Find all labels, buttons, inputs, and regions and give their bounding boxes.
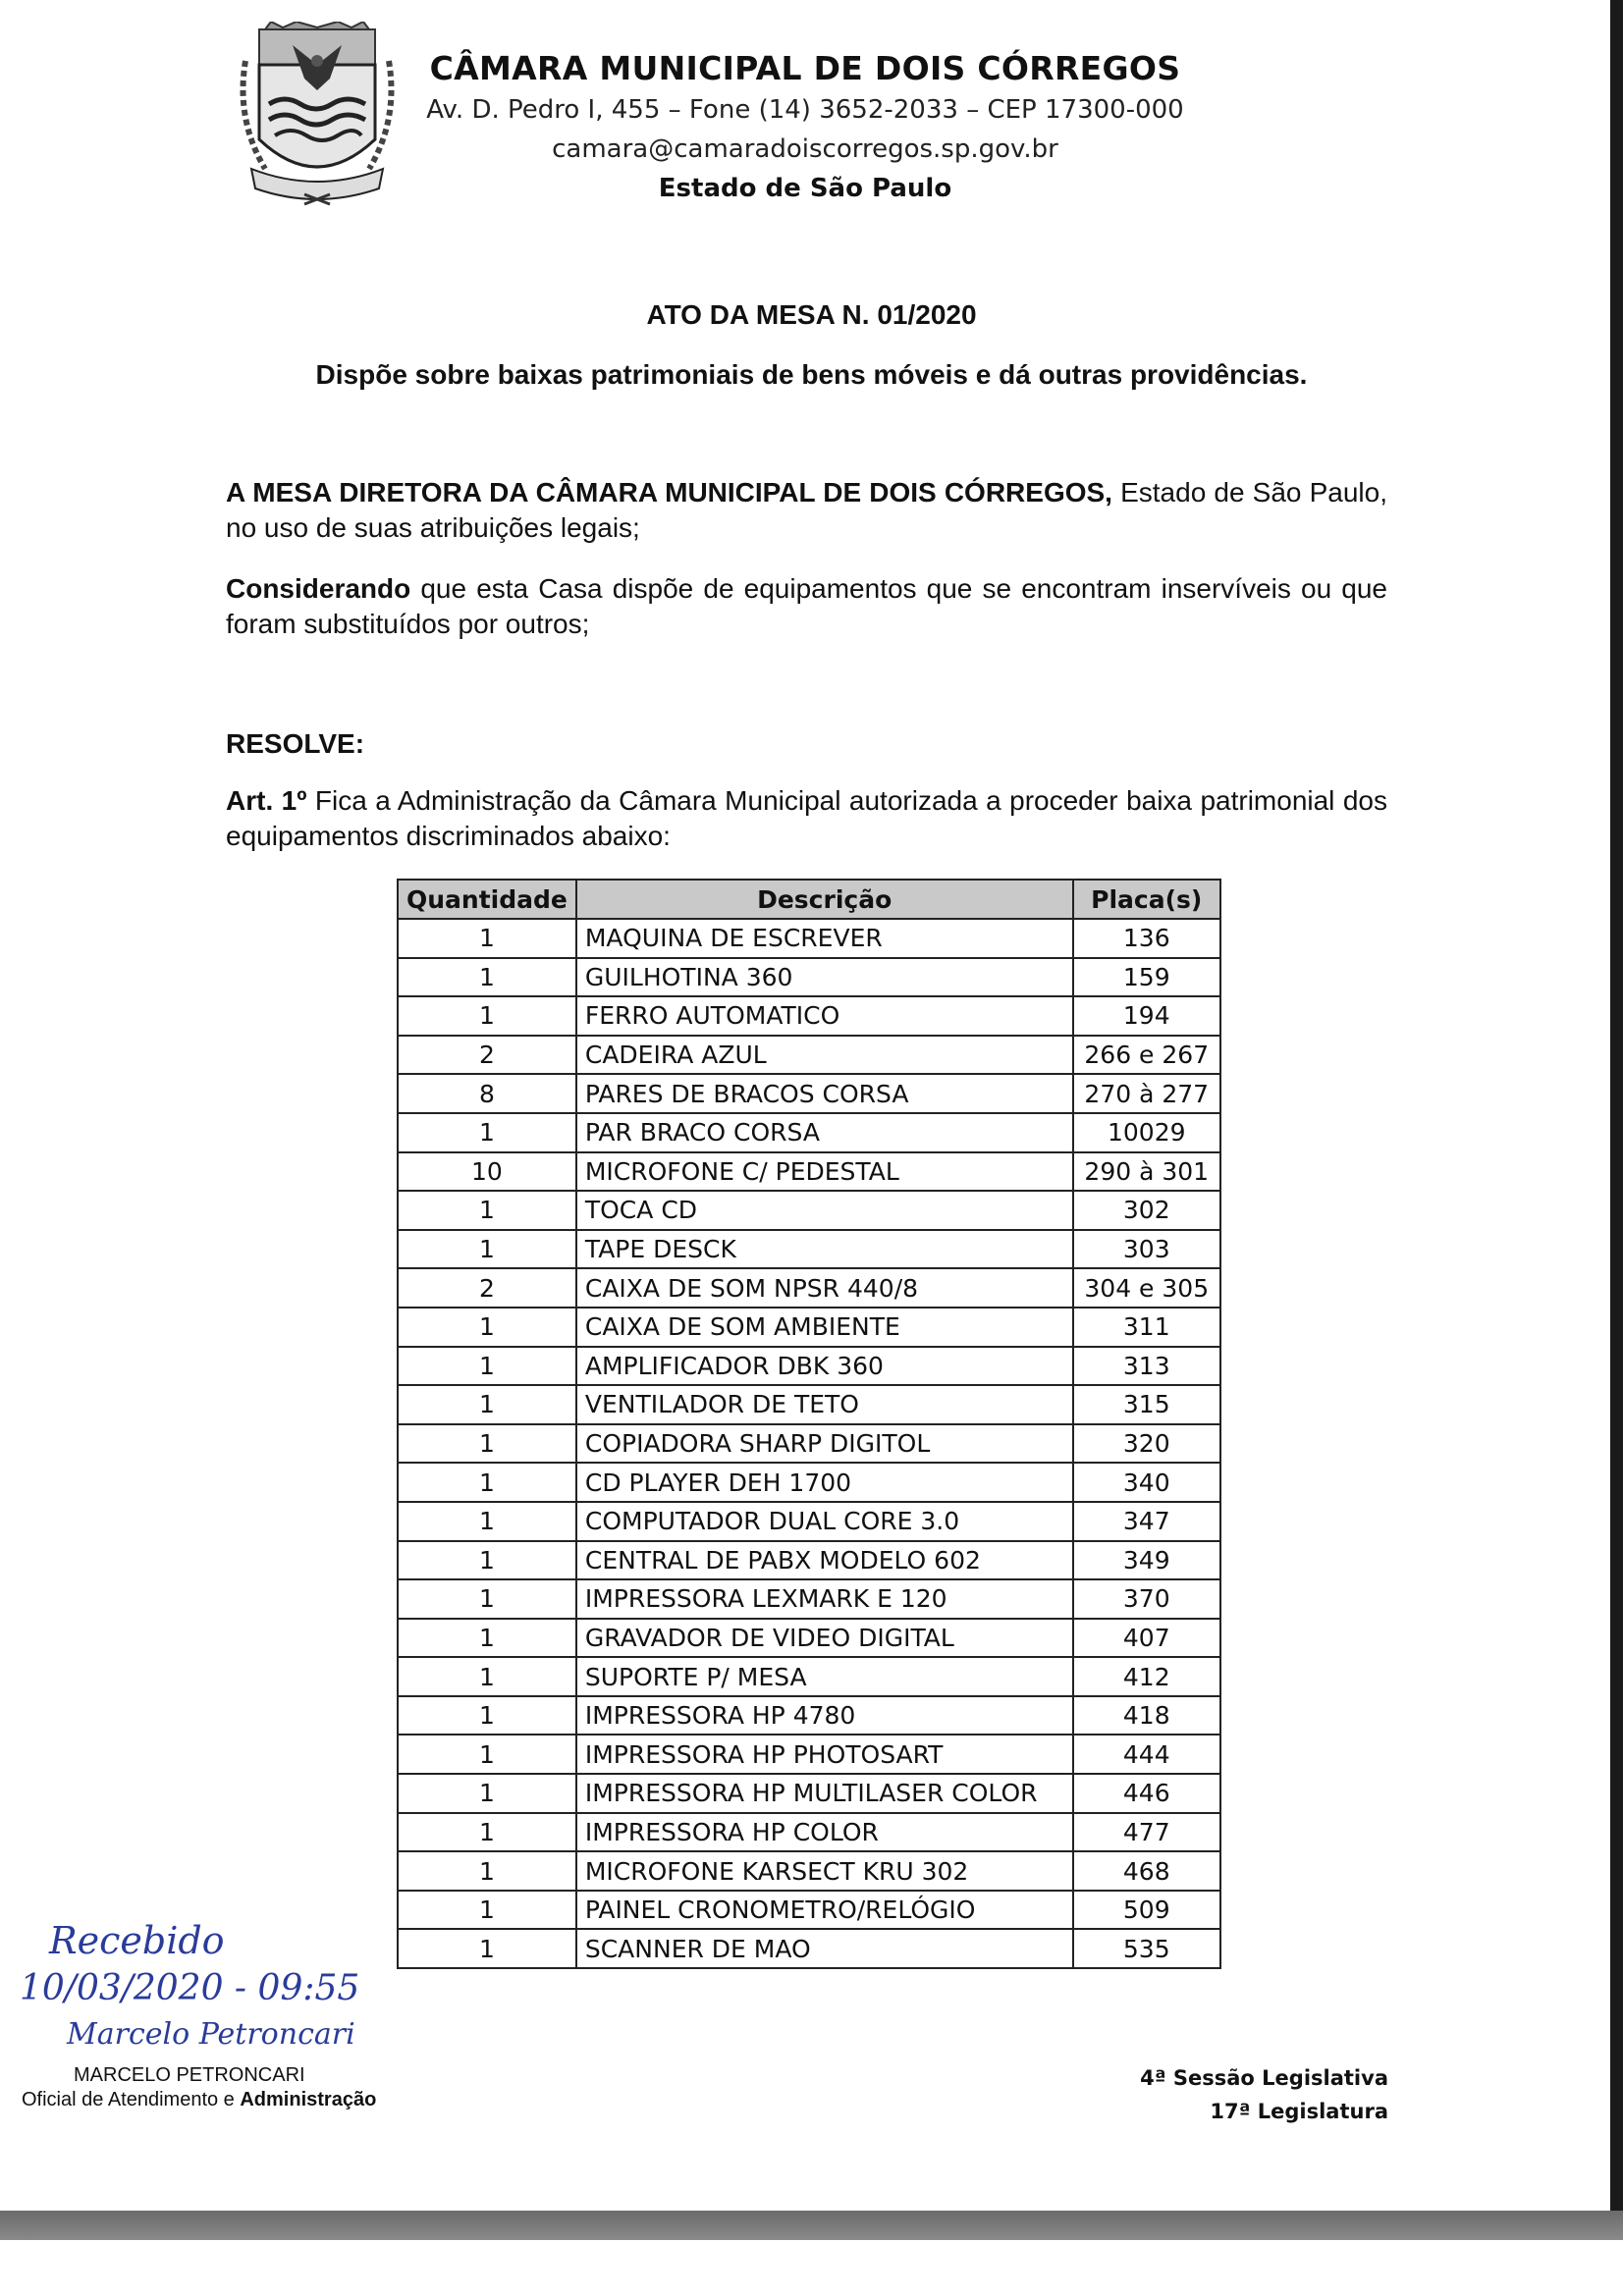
considering-bold: Considerando xyxy=(226,573,411,604)
considering-paragraph xyxy=(226,571,1387,642)
cell-description: TOCA CD xyxy=(576,1191,1073,1230)
handwritten-datetime: 10/03/2020 - 09:55 xyxy=(20,1968,360,2008)
table-row xyxy=(398,1113,1220,1152)
email-address: camara@camaradoiscorregos.sp.gov.br xyxy=(552,134,1058,164)
table-row xyxy=(398,1541,1220,1580)
table-row xyxy=(398,1502,1220,1541)
cell-quantity: 2 xyxy=(398,1268,576,1308)
cell-quantity: 1 xyxy=(398,958,576,997)
article-paragraph xyxy=(226,783,1387,854)
cell-description: CAIXA DE SOM AMBIENTE xyxy=(576,1308,1073,1347)
table-row xyxy=(398,1463,1220,1502)
scan-edge-bottom xyxy=(0,2211,1623,2240)
cell-description: PAINEL CRONOMETRO/RELÓGIO xyxy=(576,1891,1073,1930)
cell-plates: 303 xyxy=(1073,1230,1221,1269)
cell-quantity: 2 xyxy=(398,1036,576,1075)
cell-plates: 194 xyxy=(1073,996,1221,1036)
cell-description: CAIXA DE SOM NPSR 440/8 xyxy=(576,1268,1073,1308)
table-row xyxy=(398,1424,1220,1464)
cell-quantity: 1 xyxy=(398,1424,576,1464)
document-title: ATO DA MESA N. 01/2020 xyxy=(646,299,977,330)
equipment-table xyxy=(397,879,1221,1969)
cell-description: COMPUTADOR DUAL CORE 3.0 xyxy=(576,1502,1073,1541)
cell-plates: 468 xyxy=(1073,1851,1221,1891)
table-row xyxy=(398,1735,1220,1774)
cell-plates: 347 xyxy=(1073,1502,1221,1541)
table-row xyxy=(398,1347,1220,1386)
table-row xyxy=(398,1891,1220,1930)
cell-quantity: 1 xyxy=(398,1657,576,1696)
cell-quantity: 10 xyxy=(398,1152,576,1192)
table-row xyxy=(398,919,1220,958)
cell-quantity: 1 xyxy=(398,1735,576,1774)
cell-description: IMPRESSORA HP PHOTOSART xyxy=(576,1735,1073,1774)
cell-plates: 446 xyxy=(1073,1774,1221,1813)
table-row xyxy=(398,1074,1220,1113)
cell-description: SCANNER DE MAO xyxy=(576,1929,1073,1968)
cell-plates: 311 xyxy=(1073,1308,1221,1347)
cell-description: SUPORTE P/ MESA xyxy=(576,1657,1073,1696)
cell-quantity: 1 xyxy=(398,1696,576,1735)
cell-description: GUILHOTINA 360 xyxy=(576,958,1073,997)
handwritten-signature: Marcelo Petroncari xyxy=(67,2017,355,2052)
cell-quantity: 1 xyxy=(398,1929,576,1968)
cell-description: GRAVADOR DE VIDEO DIGITAL xyxy=(576,1619,1073,1658)
cell-plates: 340 xyxy=(1073,1463,1221,1502)
cell-plates: 290 à 301 xyxy=(1073,1152,1221,1192)
preamble-bold: A MESA DIRETORA DA CÂMARA MUNICIPAL DE DOIS CÓRREGOS, xyxy=(226,477,1112,507)
table-row xyxy=(398,1308,1220,1347)
table-row xyxy=(398,1152,1220,1192)
cell-plates: 535 xyxy=(1073,1929,1221,1968)
table-row xyxy=(398,1268,1220,1308)
cell-quantity: 1 xyxy=(398,1463,576,1502)
cell-plates: 509 xyxy=(1073,1891,1221,1930)
address-line: Av. D. Pedro I, 455 – Fone (14) 3652-2033 – CEP 17300-000 xyxy=(426,95,1184,125)
cell-quantity: 1 xyxy=(398,1891,576,1930)
cell-description: CENTRAL DE PABX MODELO 602 xyxy=(576,1541,1073,1580)
signatory-role-text: Oficial de Atendimento e xyxy=(22,2089,241,2110)
column-header-quantity: Quantidade xyxy=(398,880,576,919)
cell-plates: 10029 xyxy=(1073,1113,1221,1152)
cell-description: PARES DE BRACOS CORSA xyxy=(576,1074,1073,1113)
table-row xyxy=(398,1619,1220,1658)
scan-edge-right xyxy=(1610,0,1623,2240)
cell-quantity: 1 xyxy=(398,1113,576,1152)
cell-quantity: 1 xyxy=(398,1619,576,1658)
scan-margin xyxy=(0,2240,1623,2296)
preamble-paragraph xyxy=(226,475,1387,546)
table-row xyxy=(398,1036,1220,1075)
cell-description: FERRO AUTOMATICO xyxy=(576,996,1073,1036)
cell-plates: 313 xyxy=(1073,1347,1221,1386)
cell-description: PAR BRACO CORSA xyxy=(576,1113,1073,1152)
cell-quantity: 1 xyxy=(398,1191,576,1230)
cell-quantity: 1 xyxy=(398,1813,576,1852)
cell-plates: 136 xyxy=(1073,919,1221,958)
legislative-session: 4ª Sessão Legislativa xyxy=(1140,2066,1388,2090)
cell-description: CADEIRA AZUL xyxy=(576,1036,1073,1075)
cell-plates: 444 xyxy=(1073,1735,1221,1774)
cell-quantity: 1 xyxy=(398,1579,576,1619)
session-info xyxy=(1080,2061,1388,2128)
handwritten-received: Recebido xyxy=(49,1919,225,1962)
cell-plates: 477 xyxy=(1073,1813,1221,1852)
table-row xyxy=(398,1813,1220,1852)
cell-description: MICROFONE KARSECT KRU 302 xyxy=(576,1851,1073,1891)
cell-description: MAQUINA DE ESCREVER xyxy=(576,919,1073,958)
cell-plates: 304 e 305 xyxy=(1073,1268,1221,1308)
signatory-role xyxy=(22,2089,376,2111)
table-header-row xyxy=(398,880,1220,919)
column-header-plates: Placa(s) xyxy=(1073,880,1221,919)
cell-plates: 418 xyxy=(1073,1696,1221,1735)
cell-quantity: 1 xyxy=(398,1541,576,1580)
cell-description: MICROFONE C/ PEDESTAL xyxy=(576,1152,1073,1192)
table-row xyxy=(398,958,1220,997)
cell-description: IMPRESSORA LEXMARK E 120 xyxy=(576,1579,1073,1619)
document-subtitle: Dispõe sobre baixas patrimoniais de bens móveis e dá outras providências. xyxy=(315,359,1308,390)
cell-description: AMPLIFICADOR DBK 360 xyxy=(576,1347,1073,1386)
column-header-description: Descrição xyxy=(576,880,1073,919)
municipal-seal-logo xyxy=(236,22,399,214)
cell-quantity: 1 xyxy=(398,919,576,958)
cell-plates: 320 xyxy=(1073,1424,1221,1464)
cell-plates: 270 à 277 xyxy=(1073,1074,1221,1113)
cell-description: IMPRESSORA HP 4780 xyxy=(576,1696,1073,1735)
signatory-role-bold: Administração xyxy=(240,2089,377,2110)
article-label: Art. 1º xyxy=(226,785,307,816)
cell-description: IMPRESSORA HP COLOR xyxy=(576,1813,1073,1852)
table-row xyxy=(398,1851,1220,1891)
cell-quantity: 8 xyxy=(398,1074,576,1113)
preamble-text: Estado de São Paulo, no uso de suas atribuições legais; xyxy=(226,477,1388,543)
table-row xyxy=(398,1657,1220,1696)
signatory-name: MARCELO PETRONCARI xyxy=(74,2064,305,2086)
cell-plates: 266 e 267 xyxy=(1073,1036,1221,1075)
table-row xyxy=(398,1774,1220,1813)
cell-plates: 349 xyxy=(1073,1541,1221,1580)
cell-quantity: 1 xyxy=(398,1347,576,1386)
table-row xyxy=(398,996,1220,1036)
cell-description: TAPE DESCK xyxy=(576,1230,1073,1269)
table-row xyxy=(398,1579,1220,1619)
cell-plates: 370 xyxy=(1073,1579,1221,1619)
cell-quantity: 1 xyxy=(398,1230,576,1269)
cell-plates: 302 xyxy=(1073,1191,1221,1230)
letterhead xyxy=(412,47,1198,208)
cell-quantity: 1 xyxy=(398,1774,576,1813)
cell-plates: 159 xyxy=(1073,958,1221,997)
cell-quantity: 1 xyxy=(398,1502,576,1541)
table-row xyxy=(398,1230,1220,1269)
legislature: 17ª Legislatura xyxy=(1210,2100,1388,2123)
cell-plates: 407 xyxy=(1073,1619,1221,1658)
cell-plates: 412 xyxy=(1073,1657,1221,1696)
cell-description: VENTILADOR DE TETO xyxy=(576,1385,1073,1424)
table-row xyxy=(398,1191,1220,1230)
table-row xyxy=(398,1696,1220,1735)
cell-quantity: 1 xyxy=(398,1851,576,1891)
considering-text: que esta Casa dispõe de equipamentos que se encontram inservíveis ou que foram substituídos por outros; xyxy=(226,573,1387,639)
cell-plates: 315 xyxy=(1073,1385,1221,1424)
cell-quantity: 1 xyxy=(398,1308,576,1347)
cell-quantity: 1 xyxy=(398,1385,576,1424)
cell-description: COPIADORA SHARP DIGITOL xyxy=(576,1424,1073,1464)
table-row xyxy=(398,1929,1220,1968)
table-body xyxy=(398,919,1220,1968)
cell-description: CD PLAYER DEH 1700 xyxy=(576,1463,1073,1502)
table-row xyxy=(398,1385,1220,1424)
cell-quantity: 1 xyxy=(398,996,576,1036)
cell-description: IMPRESSORA HP MULTILASER COLOR xyxy=(576,1774,1073,1813)
institution-name: CÂMARA MUNICIPAL DE DOIS CÓRREGOS xyxy=(429,49,1181,87)
state-name: Estado de São Paulo xyxy=(658,174,952,203)
article-text: Fica a Administração da Câmara Municipal autorizada a proceder baixa patrimonial dos equipamentos discriminados abaixo: xyxy=(226,785,1387,851)
resolve-heading: RESOLVE: xyxy=(226,728,365,759)
